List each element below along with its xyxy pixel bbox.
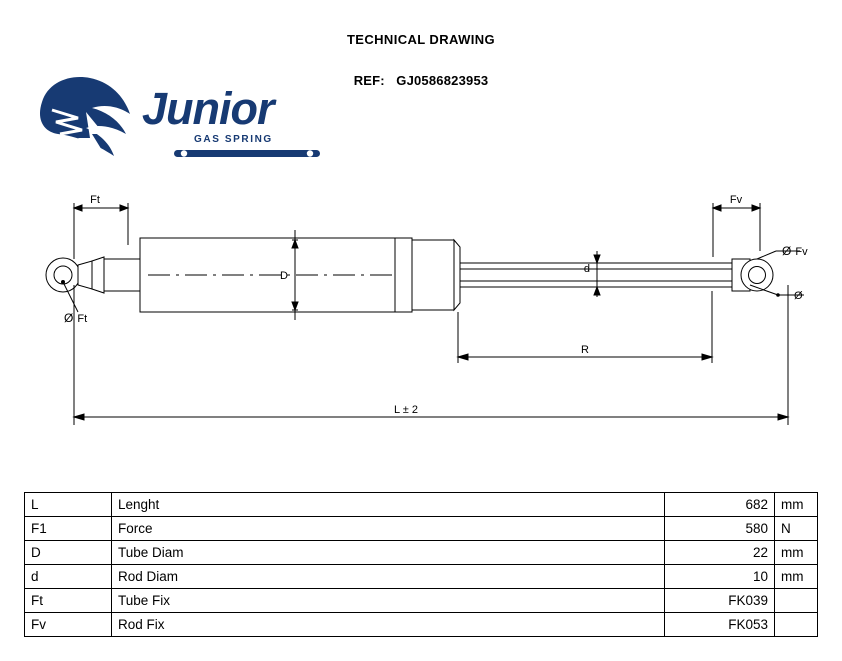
row-unit: N (775, 517, 818, 541)
row-value: 10 (665, 565, 775, 589)
page-title: TECHNICAL DRAWING (346, 32, 496, 47)
piston-rod (460, 263, 740, 287)
row-symbol: D (25, 541, 112, 565)
table-row (25, 493, 818, 517)
logo-wordmark: Junior (142, 83, 274, 134)
row-value: 580 (665, 517, 775, 541)
row-symbol: Ft (25, 589, 112, 613)
table-row (25, 541, 818, 565)
row-description: Rod Diam (112, 565, 665, 589)
label-fv-diam: Ø Fv (782, 244, 808, 258)
reference-label: REF: (353, 73, 385, 88)
row-value: 682 (665, 493, 775, 517)
row-unit: mm (775, 493, 818, 517)
row-unit (775, 589, 818, 613)
label-length-l: L ± 2 (394, 404, 418, 416)
row-value: FK039 (665, 589, 775, 613)
spec-table-body (25, 493, 818, 637)
brand-logo (34, 72, 309, 167)
wing-shape (40, 77, 130, 156)
specification-table (24, 492, 818, 637)
row-symbol: L (25, 493, 112, 517)
logo-tagline: GAS SPRING (194, 134, 273, 145)
row-unit (775, 613, 818, 637)
gas-spring-technical-drawing (0, 185, 842, 450)
wing-bird-logo-icon (34, 72, 138, 167)
tube-connector (78, 257, 140, 293)
tube-fix-eyelet (46, 258, 80, 292)
row-symbol: F1 (25, 517, 112, 541)
reference-value: GJ0586823953 (396, 73, 489, 88)
label-rod-diam-right: Ø (794, 290, 803, 302)
row-description: Tube Fix (112, 589, 665, 613)
row-description: Tube Diam (112, 541, 665, 565)
label-ft-top: Ft (90, 194, 100, 206)
row-value: FK053 (665, 613, 775, 637)
logo-underbar (174, 149, 320, 158)
row-unit: mm (775, 541, 818, 565)
label-rod-diam: d (583, 263, 590, 275)
row-value: 22 (665, 541, 775, 565)
row-unit: mm (775, 565, 818, 589)
row-description: Lenght (112, 493, 665, 517)
table-row (25, 613, 818, 637)
dim-fv-top (713, 203, 760, 257)
label-fv-top: Fv (729, 194, 743, 206)
row-description: Force (112, 517, 665, 541)
dim-ft-top (74, 203, 128, 259)
table-row (25, 565, 818, 589)
label-ft-diam: Ø Ft (64, 311, 88, 325)
table-row (25, 589, 818, 613)
label-stroke-r: R (581, 344, 589, 356)
row-description: Rod Fix (112, 613, 665, 637)
row-symbol: Fv (25, 613, 112, 637)
label-tube-diam: D (280, 270, 288, 282)
table-row (25, 517, 818, 541)
row-symbol: d (25, 565, 112, 589)
